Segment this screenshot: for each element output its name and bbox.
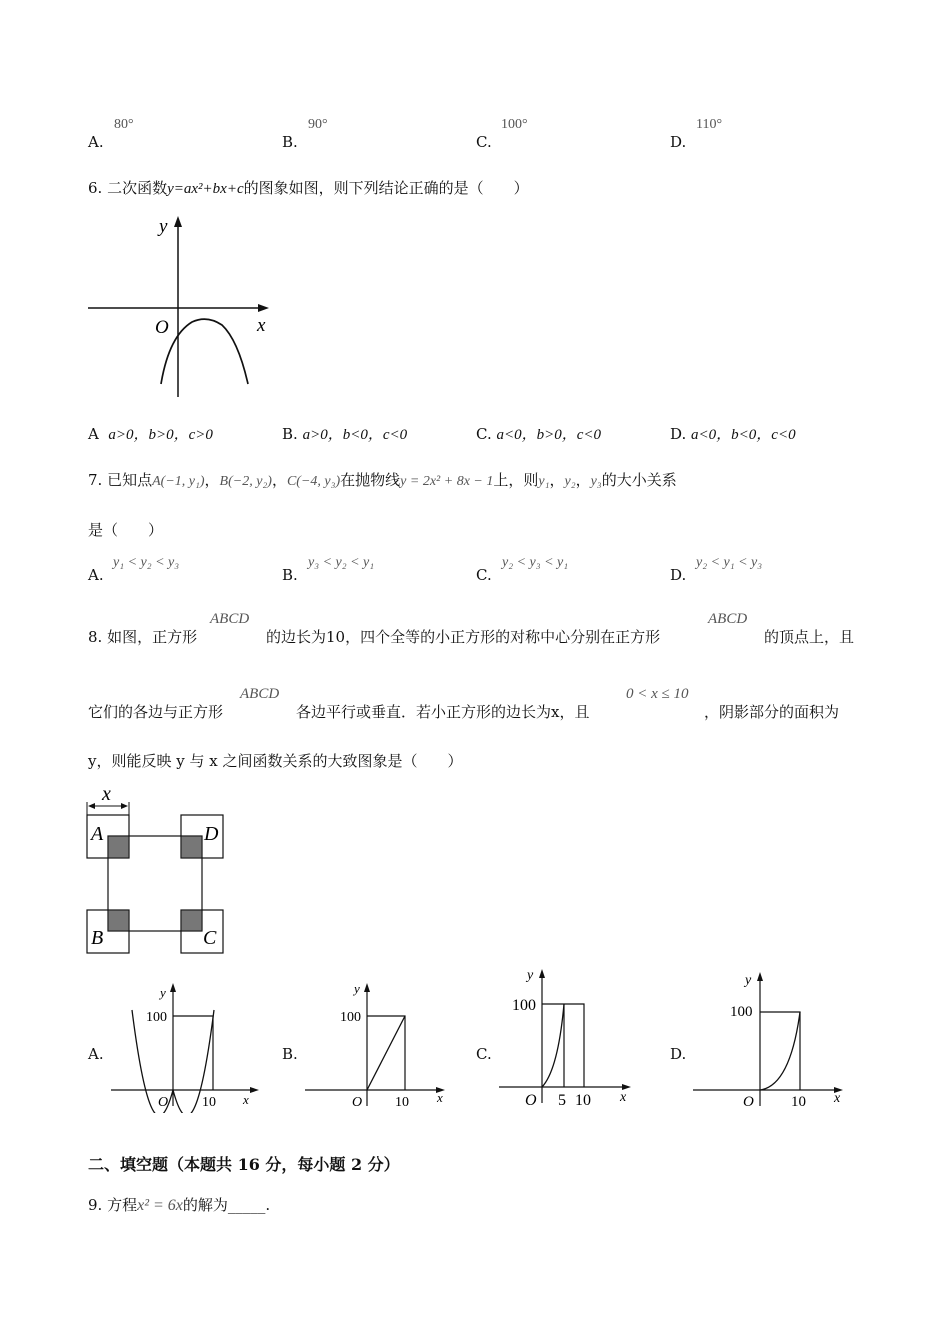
q7-stem-line2: 是（ ）: [88, 521, 164, 539]
q8-shaded-a: [108, 836, 129, 858]
q7-option-b-text: y₃ < y₂ < y₁: [308, 555, 375, 570]
q8-shaded-d: [181, 836, 202, 858]
svg-text:O: O: [525, 1092, 537, 1109]
q8-graph-d-curve: [760, 1012, 800, 1090]
svg-text:10: 10: [575, 1092, 591, 1109]
q8-width-arrow-right: [121, 803, 128, 809]
q9-text-before: 方程: [107, 1196, 138, 1214]
q8-shaded-c: [181, 910, 202, 931]
q7-text1: 已知点: [107, 471, 153, 489]
q8-graph-b: [300, 978, 460, 1113]
q7-option-d[interactable]: [670, 566, 686, 584]
q7-option-b-letter: B.: [282, 566, 298, 584]
q6-x-label: x: [257, 315, 266, 336]
q7-y2: y₂: [564, 474, 576, 489]
q8-graph-a: [106, 978, 266, 1113]
svg-text:y: y: [745, 973, 752, 988]
q9-number: 9.: [88, 1196, 103, 1214]
svg-text:10: 10: [395, 1095, 409, 1110]
svg-text:10: 10: [791, 1094, 806, 1110]
q6-option-a[interactable]: [88, 423, 213, 444]
q7-text3: 上，则: [493, 471, 539, 489]
q6-option-b-letter: B.: [282, 425, 298, 443]
q5-option-d-value: 110°: [696, 117, 723, 132]
q8-text1: 如图，正方形: [107, 628, 198, 646]
q7-comma2: ，: [575, 471, 591, 489]
svg-text:100: 100: [340, 1010, 361, 1025]
q9-stem: [88, 1194, 270, 1217]
q7-y1: y₁: [538, 474, 550, 489]
q8-line1c: 的顶点上，且: [764, 628, 855, 646]
q8-number: 8.: [88, 628, 103, 646]
q8-shaded-b: [108, 910, 129, 931]
q5-option-a-letter: A.: [88, 133, 104, 151]
q8-option-b-letter[interactable]: B.: [282, 1045, 298, 1063]
q6-stem: [88, 177, 529, 200]
section-2-title: 二、填空题（本题共 16 分，每小题 2 分）: [88, 1155, 400, 1174]
q7-sep2: ，: [271, 471, 287, 489]
q9-expression: x² = 6x: [137, 1197, 183, 1214]
q8-label-a: A: [91, 823, 104, 845]
svg-text:5: 5: [558, 1092, 566, 1109]
q6-text-after: 的图象如图，则下列结论正确的是（ ）: [243, 179, 529, 197]
q5-option-c-value: 100°: [501, 117, 528, 132]
svg-text:O: O: [352, 1095, 363, 1110]
q7-comma1: ，: [549, 471, 565, 489]
q6-y-label: y: [159, 216, 168, 237]
q6-option-b[interactable]: [282, 423, 407, 444]
q6-text-before: 二次函数: [107, 179, 168, 197]
q8-graph-d: [688, 964, 853, 1114]
svg-text:x: x: [834, 1091, 841, 1106]
q7-option-d-text: y₂ < y₁ < y₃: [696, 555, 763, 570]
q8-option-c-letter[interactable]: C.: [476, 1045, 492, 1063]
svg-text:10: 10: [202, 1095, 216, 1110]
q6-origin-label: O: [155, 317, 169, 338]
q5-option-d-letter: D.: [670, 133, 687, 151]
svg-text:O: O: [158, 1095, 169, 1110]
q7-point-b: B(−2, y₂): [219, 474, 272, 489]
svg-text:x: x: [437, 1090, 443, 1105]
q6-option-d[interactable]: [670, 423, 796, 444]
q7-point-c: C(−4, y₃): [286, 474, 341, 489]
q8-label-b: B: [91, 927, 104, 949]
q6-option-b-text: a>0，b<0，c<0: [302, 427, 408, 443]
q6-parabola-graph: [85, 212, 285, 407]
q8-line2c: ，阴影部分的面积为: [704, 703, 840, 721]
svg-text:y: y: [160, 985, 166, 1000]
q8-abcd-2: ABCD: [708, 611, 748, 627]
svg-text:x: x: [243, 1092, 249, 1107]
svg-text:100: 100: [512, 997, 536, 1014]
q7-option-c[interactable]: [476, 566, 492, 584]
q7-y3: y₃: [590, 474, 602, 489]
q5-option-b-letter: B.: [282, 133, 298, 151]
q5-option-c-letter: C.: [476, 133, 492, 151]
q6-option-d-letter: D.: [670, 425, 687, 443]
svg-text:x: x: [620, 1090, 627, 1105]
svg-text:100: 100: [146, 1010, 167, 1025]
q6-y-arrow: [174, 216, 182, 227]
q6-option-c-text: a<0，b>0，c<0: [496, 427, 602, 443]
q8-graph-c-curve: [542, 1004, 564, 1087]
q8-line3: y，则能反映 y 与 x 之间函数关系的大致图象是（ ）: [88, 752, 463, 770]
q8-squares-figure: [82, 782, 232, 957]
q7-stem-line1: [88, 469, 677, 493]
q8-range: 0 < x ≤ 10: [626, 686, 689, 702]
q8-line1a: [88, 626, 197, 647]
q7-option-a-text: y₁ < y₂ < y₃: [113, 555, 180, 570]
q6-option-c-letter: C.: [476, 425, 492, 443]
svg-text:y: y: [527, 968, 534, 983]
q7-point-a: A(−1, y₁): [152, 474, 205, 489]
q8-line2b: 各边平行或垂直．若小正方形的边长为x，且: [296, 703, 590, 721]
q8-label-d: D: [204, 823, 219, 845]
q6-option-a-letter: A: [88, 425, 99, 443]
q6-option-c[interactable]: [476, 423, 601, 444]
svg-text:O: O: [743, 1094, 754, 1110]
q7-option-c-text: y₂ < y₃ < y₁: [502, 555, 569, 570]
q7-option-b[interactable]: [282, 566, 298, 584]
q7-number: 7.: [88, 471, 103, 489]
q7-text4: 的大小关系: [601, 471, 677, 489]
q7-option-a-letter: A.: [88, 566, 104, 584]
q8-abcd-1: ABCD: [210, 611, 250, 627]
q7-option-a[interactable]: [88, 566, 104, 584]
q8-line2a: 它们的各边与正方形: [88, 703, 224, 721]
q8-width-arrow-left: [88, 803, 95, 809]
q8-label-c: C: [203, 927, 217, 949]
svg-text:100: 100: [730, 1004, 753, 1020]
q8-graph-c: [494, 960, 644, 1110]
q6-option-d-text: a<0，b<0，c<0: [691, 427, 796, 443]
q9-text-after: 的解为_____.: [182, 1196, 271, 1214]
q6-expression: y=ax²+bx+c: [167, 181, 244, 197]
q6-number: 6.: [88, 179, 103, 197]
q6-x-arrow: [258, 304, 269, 312]
svg-text:y: y: [354, 981, 360, 996]
q7-sep1: ，: [204, 471, 220, 489]
q8-width-label: x: [102, 783, 111, 805]
q7-option-d-letter: D.: [670, 566, 687, 584]
q8-graph-b-line: [367, 1016, 405, 1090]
q5-option-a-value: 80°: [114, 117, 134, 132]
q8-line1b: 的边长为10，四个全等的小正方形的对称中心分别在正方形: [266, 628, 661, 646]
q6-option-a-text: a>0，b>0，c>0: [108, 427, 213, 443]
q7-option-c-letter: C.: [476, 566, 492, 584]
q8-abcd-3: ABCD: [240, 686, 280, 702]
q6-parabola-curve: [161, 319, 248, 384]
q8-option-d-letter[interactable]: D.: [670, 1045, 687, 1063]
q7-text2: 在抛物线: [340, 471, 401, 489]
q8-option-a-letter[interactable]: A.: [88, 1045, 104, 1063]
q5-option-b-value: 90°: [308, 117, 328, 132]
q7-parabola: y = 2x² + 8x − 1: [400, 474, 494, 489]
